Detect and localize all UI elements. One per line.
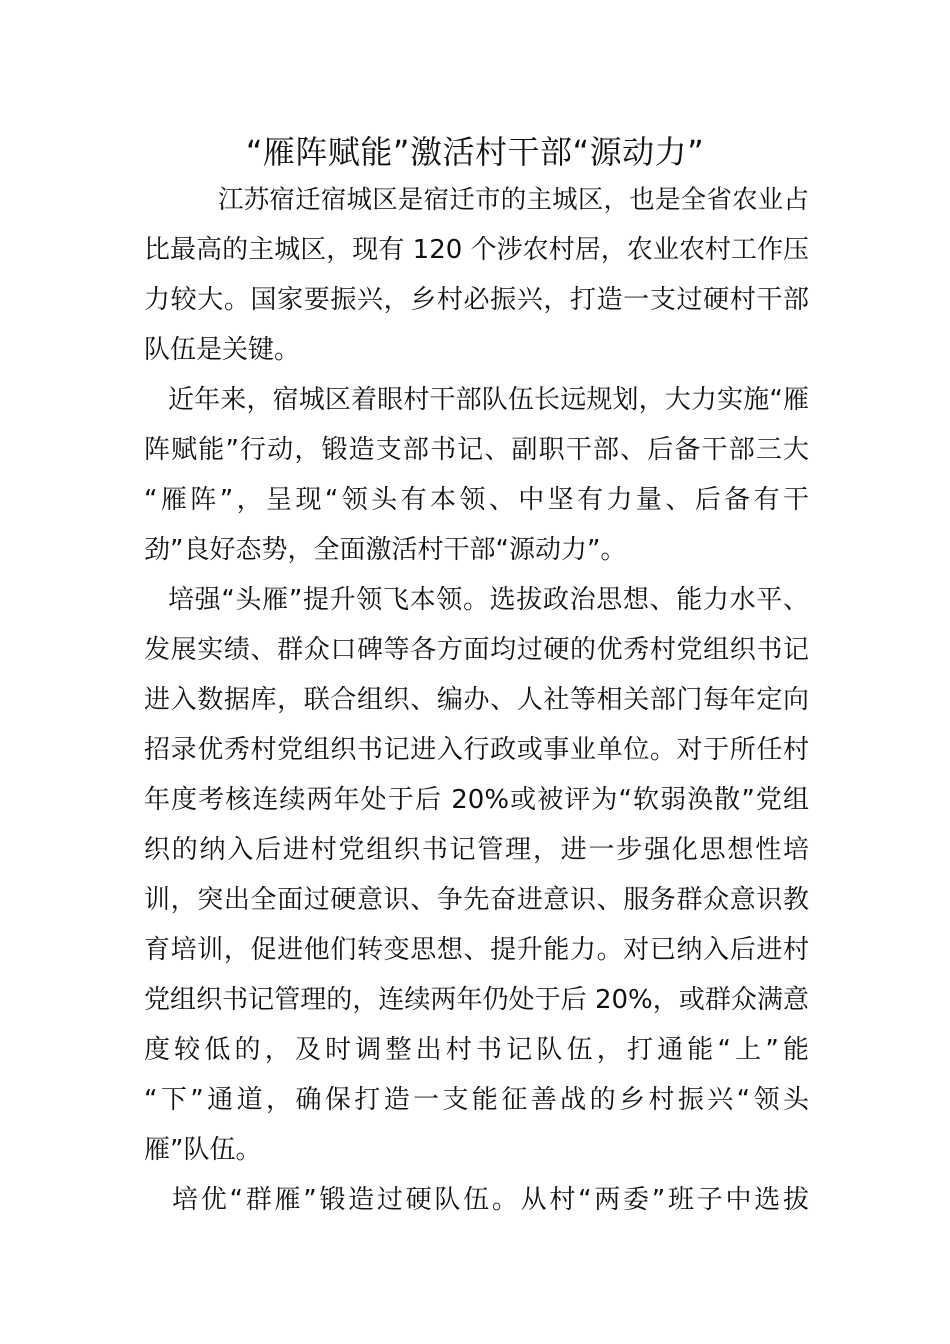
document-title: “雁阵赋能”激活村干部“源动力” [245,133,705,171]
paragraph-2-line-2: 阵赋能”行动，锻造支部书记、副职干部、后备干部三大 [144,435,809,465]
paragraph-3-line-4: 招录优秀村党组织书记进入行政或事业单位。对于所任村 [144,735,809,765]
paragraph-3-line-9: 党组织书记管理的，连续两年仍处于后 20%，或群众满意 [144,985,809,1015]
paragraph-3-line-8: 育培训，促进他们转变思想、提升能力。对已纳入后进村 [144,935,809,965]
paragraph-2-line-3: “雁阵”，呈现“领头有本领、中坚有力量、后备有干 [144,485,809,515]
paragraph-3-line-3: 进入数据库，联合组织、编办、人社等相关部门每年定向 [144,685,809,715]
paragraph-3-line-5: 年度考核连续两年处于后 20%或被评为“软弱涣散”党组 [144,785,809,815]
paragraph-4-line-1: 培优“群雁”锻造过硬队伍。从村“两委”班子中选拔 [172,1185,809,1215]
paragraph-2-line-1: 近年来，宿城区着眼村干部队伍长远规划，大力实施“雁 [168,385,809,415]
paragraph-2-line-4: 劲”良好态势，全面激活村干部“源动力”。 [144,535,627,565]
paragraph-3-line-2: 发展实绩、群众口碑等各方面均过硬的优秀村党组织书记 [144,635,809,665]
paragraph-1-line-1: 江苏宿迁宿城区是宿迁市的主城区，也是全省农业占 [218,185,809,215]
paragraph-3-line-7: 训，突出全面过硬意识、争先奋进意识、服务群众意识教 [144,885,809,915]
paragraph-3-line-1: 培强“头雁”提升领飞本领。选拔政治思想、能力水平、 [168,585,809,615]
paragraph-1-line-3: 力较大。国家要振兴，乡村必振兴，打造一支过硬村干部 [144,285,809,315]
paragraph-3-line-6: 织的纳入后进村党组织书记管理，进一步强化思想性培 [144,835,809,865]
paragraph-3-line-12: 雁”队伍。 [144,1135,262,1165]
paragraph-3-line-10: 度较低的，及时调整出村书记队伍，打通能“上”能 [144,1035,809,1065]
paragraph-3-line-11: “下”通道，确保打造一支能征善战的乡村振兴“领头 [144,1085,809,1115]
paragraph-1-line-4: 队伍是关键。 [144,335,301,365]
paragraph-1-line-2: 比最高的主城区，现有 120 个涉农村居，农业农村工作压 [144,235,809,265]
